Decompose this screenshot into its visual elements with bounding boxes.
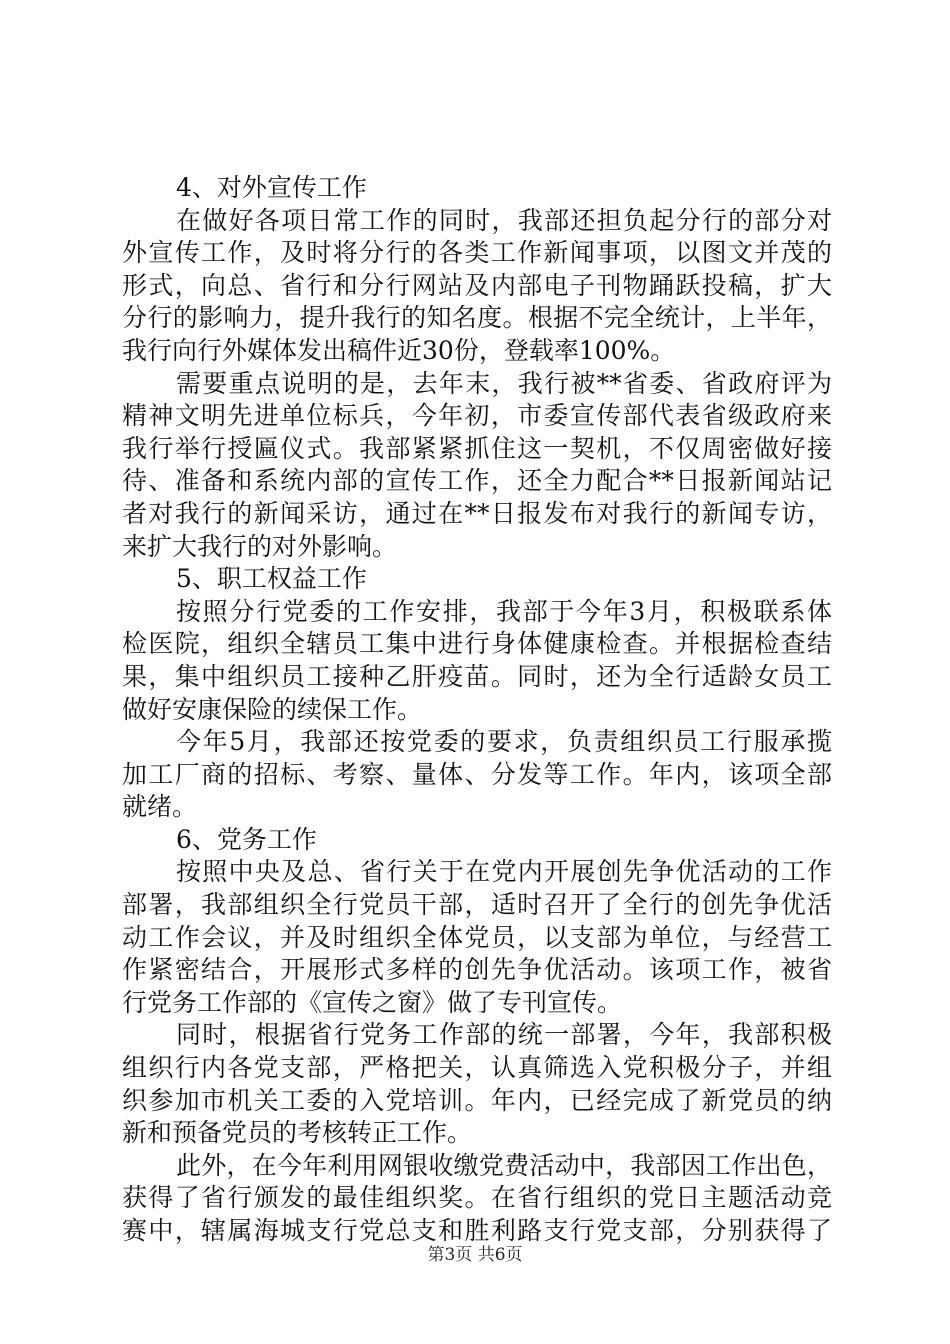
paragraph-line: 形式，向总、省行和分行网站及内部电子刊物踊跃投稿，扩大 — [122, 270, 832, 300]
paragraph-line: 待、准备和系统内部的宣传工作，还全力配合**日报新闻站记 — [122, 466, 832, 496]
paragraph-line: 此外，在今年利用网银收缴党费活动中，我部因工作出色， — [176, 1150, 832, 1180]
paragraph-line: 就绪。 — [122, 792, 198, 822]
paragraph-line: 加工厂商的招标、考察、量体、分发等工作。年内，该项全部 — [122, 759, 832, 789]
paragraph-line: 外宣传工作，及时将分行的各类工作新闻事项，以图文并茂的 — [122, 238, 832, 268]
document-body — [122, 172, 832, 1248]
paragraph-line: 织参加市机关工委的入党培训。年内，已经完成了新党员的纳 — [122, 1085, 832, 1115]
paragraph-line: 同时，根据省行党务工作部的统一部署，今年，我部积极 — [176, 1020, 832, 1050]
paragraph-line: 需要重点说明的是，去年末，我行被**省委、省政府评为 — [176, 368, 832, 398]
paragraph-line: 新和预备党员的考核转正工作。 — [122, 1118, 473, 1148]
paragraph-line: 按照分行党委的工作安排，我部于今年3月，积极联系体 — [176, 596, 832, 626]
paragraph-line: 我行向行外媒体发出稿件近30份，登载率100%。 — [122, 335, 676, 365]
paragraph-line: 在做好各项日常工作的同时，我部还担负起分行的部分对 — [176, 205, 832, 235]
paragraph-line: 检医院，组织全辖员工集中进行身体健康检查。并根据检查结 — [122, 629, 832, 659]
section-heading: 5、职工权益工作 — [176, 564, 367, 594]
paragraph-line: 赛中，辖属海城支行党总支和胜利路支行党支部，分别获得了 — [122, 1216, 832, 1245]
paragraph-line: 果，集中组织员工接种乙肝疫苗。同时，还为全行适龄女员工 — [122, 661, 832, 691]
section-heading: 4、对外宣传工作 — [176, 173, 367, 202]
paragraph-line: 做好安康保险的续保工作。 — [122, 694, 423, 724]
paragraph-line: 按照中央及总、省行关于在党内开展创先争优活动的工作 — [176, 857, 832, 887]
page-footer: 第3页 共6页 — [427, 1245, 523, 1265]
paragraph-line: 来扩大我行的对外影响。 — [122, 531, 398, 561]
paragraph-line: 分行的影响力，提升我行的知名度。根据不完全统计，上半年， — [122, 303, 832, 333]
paragraph-line: 动工作会议，并及时组织全体党员，以支部为单位，与经营工 — [122, 922, 832, 952]
paragraph-line: 者对我行的新闻采访，通过在**日报发布对我行的新闻专访， — [122, 498, 832, 528]
paragraph-line: 今年5月，我部还按党委的要求，负责组织员工行服承揽 — [176, 727, 832, 757]
paragraph-line: 获得了省行颁发的最佳组织奖。在省行组织的党日主题活动竞 — [122, 1183, 832, 1213]
section-heading: 6、党务工作 — [176, 824, 317, 854]
paragraph-line: 组织行内各党支部，严格把关，认真筛选入党积极分子，并组 — [122, 1053, 832, 1083]
paragraph-line: 我行举行授匾仪式。我部紧紧抓住这一契机，不仅周密做好接 — [122, 433, 832, 463]
paragraph-line: 部署，我部组织全行党员干部，适时召开了全行的创先争优活 — [122, 890, 832, 920]
paragraph-line: 精神文明先进单位标兵，今年初，市委宣传部代表省级政府来 — [122, 401, 832, 431]
paragraph-line: 作紧密结合，开展形式多样的创先争优活动。该项工作，被省 — [122, 955, 832, 985]
paragraph-line: 行党务工作部的《宣传之窗》做了专刊宣传。 — [122, 987, 623, 1017]
